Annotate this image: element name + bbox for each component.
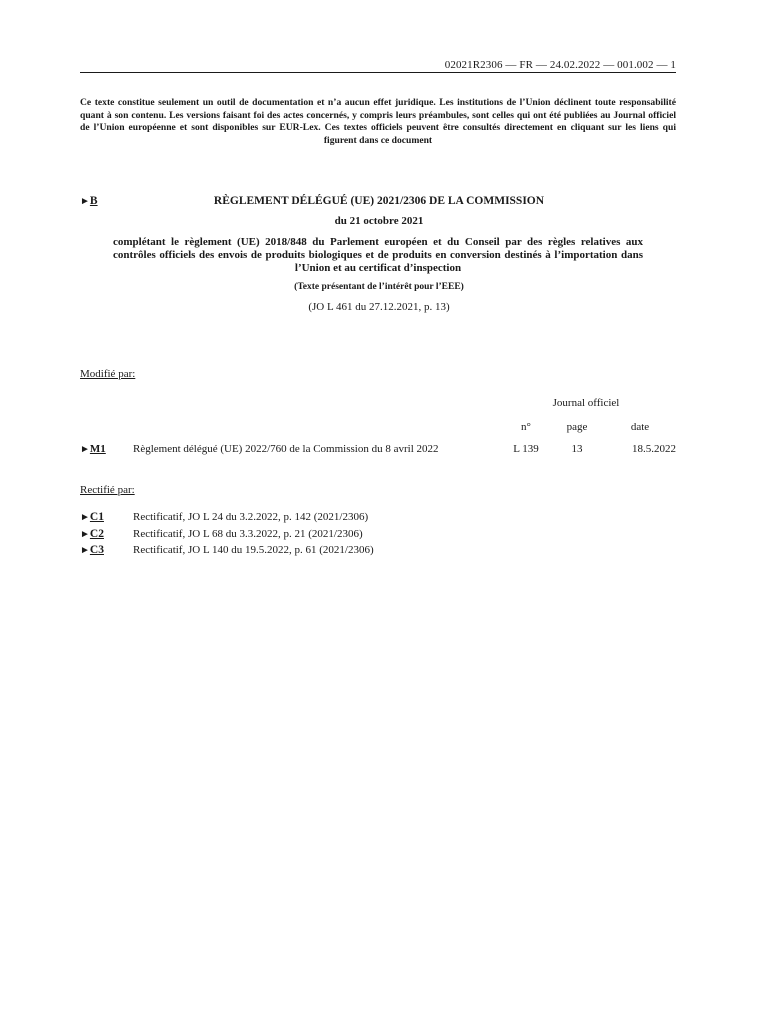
amendment-jo-date: 18.5.2022 [632, 443, 676, 455]
eee-relevance-note: (Texte présentant de l’intérêt pour l’EEE) [294, 282, 464, 292]
triangle-right-icon: ► [80, 196, 90, 207]
column-header-number: n° [521, 421, 531, 433]
act-subject: complétant le règlement (UE) 2018/848 du Parlement européen et du Conseil par des règles relatives aux contrôles officiels des envois de produits biologiques et de produits en conversion destinés à l’importation dans l’Union et au certificat d’inspection [113, 236, 643, 274]
official-journal-reference: (JO L 461 du 27.12.2021, p. 13) [308, 301, 450, 313]
amendment-jo-number: L 139 [513, 443, 539, 455]
amendment-description: Règlement délégué (UE) 2022/760 de la Commission du 8 avril 2022 [133, 443, 439, 455]
header-divider [80, 72, 676, 73]
corrigendum-marker-code[interactable]: C3 [89, 544, 104, 556]
corrigendum-marker-c2[interactable] [80, 528, 104, 540]
triangle-right-icon: ► [80, 444, 90, 455]
triangle-right-icon: ► [80, 528, 90, 540]
corrigendum-marker-code[interactable]: C1 [89, 511, 104, 523]
corrigendum-marker-code[interactable]: C2 [89, 527, 104, 540]
legal-disclaimer: Ce texte constitue seulement un outil de documentation et n’a aucun effet juridique. Les institutions de l’Union déclinent toute responsabilité quant à son contenu. Les versions faisant foi des actes concernés, y compris leurs préambules, sont celles qui ont été publiées au Journal officiel de l’Union européenne et sont disponibles sur EUR-Lex. Ces textes officiels peuvent être consultés directement en cliquant sur les liens qui figurent dans ce document [80, 97, 676, 146]
document-reference-header: 02021R2306 — FR — 24.02.2022 — 001.002 — 1 [444, 59, 676, 71]
column-header-page: page [566, 421, 588, 433]
amendment-marker-m1[interactable] [80, 443, 106, 455]
corrigendum-item-c1 [80, 511, 680, 528]
act-date: du 21 octobre 2021 [334, 215, 424, 227]
corrigendum-description: Rectificatif, JO L 68 du 3.3.2022, p. 21 (2021/2306) [133, 527, 363, 540]
corrigendum-description: Rectificatif, JO L 24 du 3.2.2022, p. 142 (2021/2306) [133, 511, 369, 523]
journal-officiel-heading: Journal officiel [552, 397, 620, 409]
corrigendum-item-c3 [80, 544, 680, 561]
triangle-right-icon: ► [80, 512, 90, 523]
modified-by-label: Modifié par: [80, 368, 136, 380]
corrigendum-description: Rectificatif, JO L 140 du 19.5.2022, p. 61 (2021/2306) [133, 544, 374, 556]
base-act-marker-code[interactable]: B [89, 195, 98, 207]
amendment-marker-code[interactable]: M1 [89, 443, 106, 455]
column-header-date: date [630, 421, 650, 433]
corrigenda-list [80, 511, 680, 561]
base-act-marker[interactable] [80, 195, 98, 207]
corrigendum-marker-c3[interactable] [80, 544, 104, 556]
corrigendum-marker-c1[interactable] [80, 511, 104, 523]
corrigendum-item-c2 [80, 528, 680, 545]
triangle-right-icon: ► [80, 545, 90, 556]
act-title: RÈGLEMENT DÉLÉGUÉ (UE) 2021/2306 DE LA COMMISSION [213, 195, 545, 207]
corrected-by-label: Rectifié par: [80, 484, 135, 496]
amendment-jo-page: 13 [571, 443, 583, 455]
